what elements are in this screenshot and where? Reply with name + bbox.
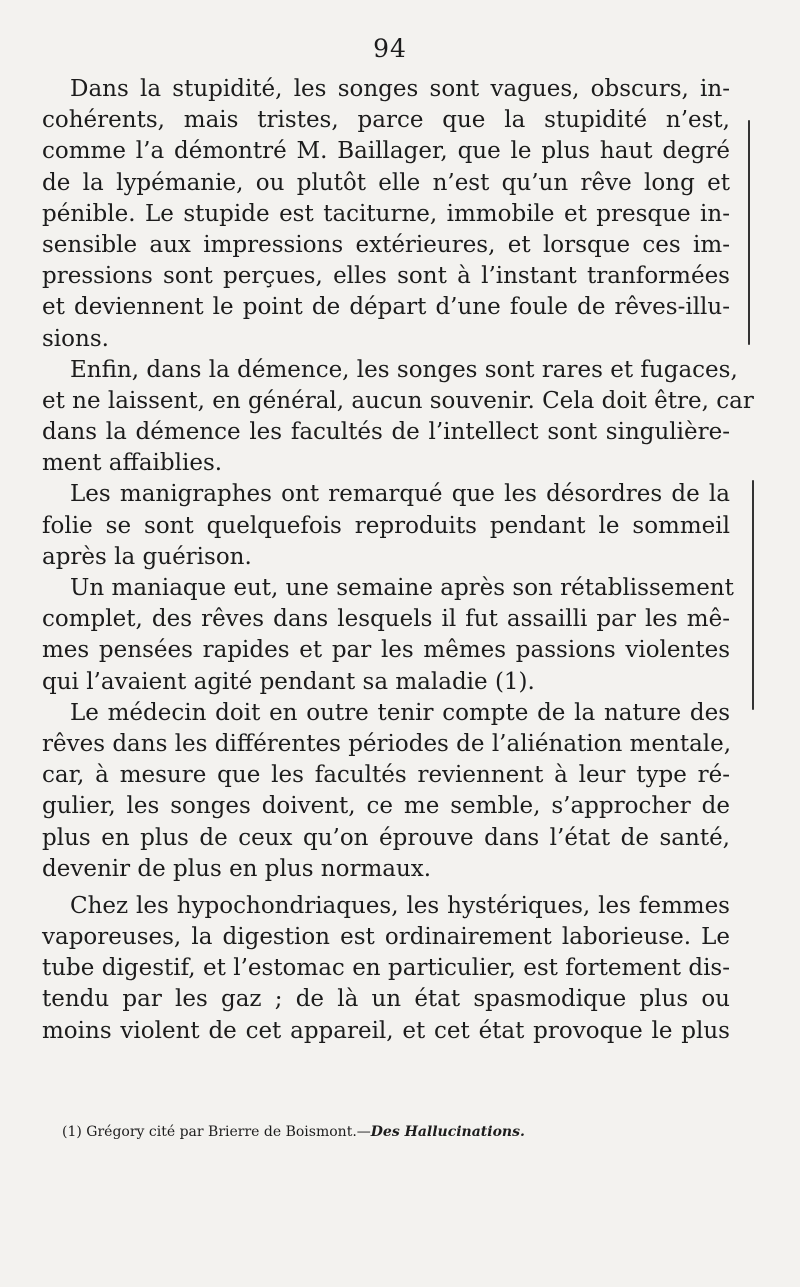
text-line: car, à mesure que les facultés reviennent à leur type ré-	[42, 762, 730, 789]
text-line: après la guérison.	[42, 543, 252, 570]
page-number: 94	[373, 34, 407, 63]
text-line: moins violent de cet appareil, et cet état provoque le plus	[42, 1017, 730, 1044]
text-line: ment affaiblies.	[42, 450, 223, 477]
text-line: vaporeuses, la digestion est ordinairement laborieuse. Le	[42, 924, 730, 951]
text-line: dans la démence les facultés de l’intellect sont singulière-	[42, 419, 730, 446]
text-line: Le médecin doit en outre tenir compte de la nature des	[70, 699, 730, 726]
text-line: gulier, les songes doivent, ce me semble, s’approcher de	[42, 793, 730, 820]
paragraph	[42, 479, 730, 573]
margin-bracket-mark	[748, 120, 750, 345]
text-line: folie se sont quelquefois reproduits pendant le sommeil	[42, 512, 730, 539]
text-line: pressions sont perçues, elles sont à l’instant tranformées	[42, 263, 730, 290]
footnote-source: Des Hallucinations.	[370, 1124, 525, 1140]
text-line: sensible aux impressions extérieures, et lorsque ces im-	[42, 231, 730, 258]
footnote-marker: (1)	[62, 1124, 82, 1140]
text-line: pénible. Le stupide est taciturne, immobile et presque in-	[42, 200, 730, 227]
text-line: tube digestif, et l’estomac en particulier, est fortement dis-	[42, 955, 730, 982]
text-line: sions.	[42, 325, 109, 352]
text-line: comme l’a démontré M. Baillager, que le plus haut degré	[42, 138, 730, 165]
paragraph	[42, 573, 734, 698]
body-text	[42, 74, 754, 1047]
text-line: et ne laissent, en général, aucun souvenir. Cela doit être, car	[42, 387, 754, 414]
margin-bracket-mark	[752, 480, 754, 710]
text-line: tendu par les gaz ; de là un état spasmodique plus ou	[42, 986, 730, 1013]
text-line: complet, des rêves dans lesquels il fut assailli par les mê-	[42, 606, 730, 633]
paragraph	[42, 891, 730, 1047]
text-line: plus en plus de ceux qu’on éprouve dans l’état de santé,	[42, 824, 730, 851]
footnote	[62, 1124, 742, 1140]
text-line: mes pensées rapides et par les mêmes passions violentes	[42, 637, 730, 664]
text-line: Chez les hypochondriaques, les hystériques, les femmes	[70, 892, 730, 919]
text-line: rêves dans les différentes périodes de l’aliénation mentale,	[42, 730, 732, 757]
text-line: Un maniaque eut, une semaine après son rétablissement	[70, 575, 734, 601]
text-line: qui l’avaient agité pendant sa maladie (1).	[42, 668, 535, 695]
text-line: devenir de plus en plus normaux.	[42, 855, 432, 882]
paragraph	[42, 355, 754, 480]
paragraph	[42, 74, 730, 355]
paragraph	[42, 698, 730, 885]
text-line: de la lypémanie, ou plutôt elle n’est qu’un rêve long et	[42, 169, 730, 196]
footnote-text: Grégory cité par Brierre de Boismont.—	[86, 1124, 371, 1140]
text-line: Les manigraphes ont remarqué que les désordres de la	[70, 481, 730, 508]
text-line: Enfin, dans la démence, les songes sont rares et fugaces,	[70, 356, 738, 383]
text-line: et deviennent le point de départ d’une foule de rêves-illu-	[42, 294, 730, 321]
text-line: cohérents, mais tristes, parce que la stupidité n’est,	[42, 107, 730, 134]
text-line: Dans la stupidité, les songes sont vagues, obscurs, in-	[70, 76, 730, 102]
